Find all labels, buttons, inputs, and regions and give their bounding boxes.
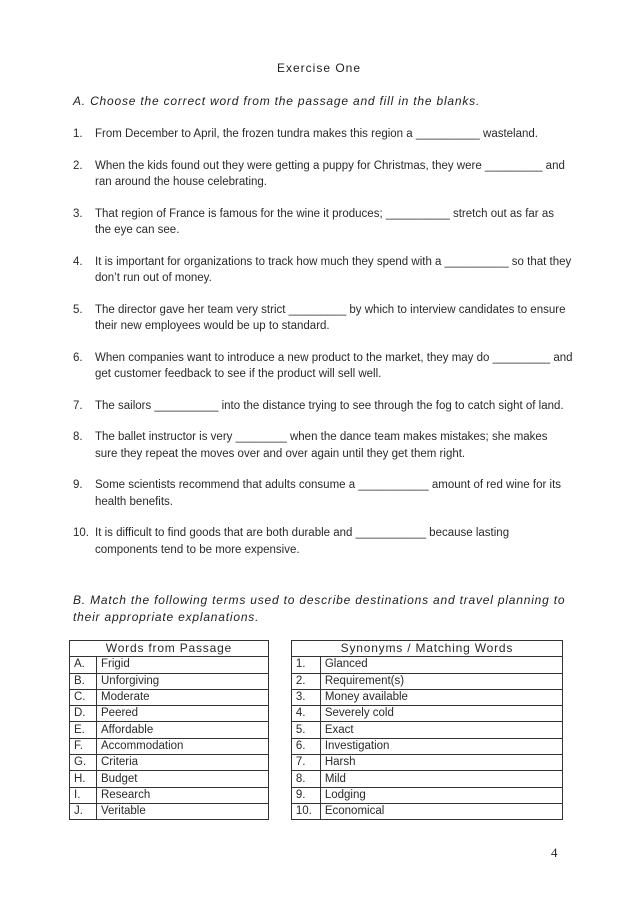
row-number: 1. <box>291 657 320 673</box>
row-synonym: Requirement(s) <box>320 673 562 689</box>
column-gap <box>268 673 291 689</box>
row-word: Accommodation <box>97 738 269 754</box>
column-gap <box>268 722 291 738</box>
row-word: Frigid <box>97 657 269 673</box>
question-number: 9. <box>73 479 83 491</box>
row-synonym: Exact <box>320 722 562 738</box>
question-text: When the kids found out they were getting a puppy for Christmas, they were _________ and ran around the house celebrating. <box>95 159 565 188</box>
matching-table <box>69 640 563 820</box>
table-row <box>70 787 563 803</box>
question-item <box>73 429 573 462</box>
question-text: It is important for organizations to track how much they spend with a __________ so that they don’t run out of money. <box>95 255 572 284</box>
row-word: Peered <box>97 706 269 722</box>
question-item <box>73 302 573 335</box>
question-item <box>73 206 573 239</box>
row-synonym: Harsh <box>320 755 562 771</box>
question-number: 2. <box>73 159 83 172</box>
column-gap <box>268 787 291 803</box>
row-synonym: Lodging <box>320 787 562 803</box>
row-number: 2. <box>291 673 320 689</box>
row-synonym: Severely cold <box>320 706 562 722</box>
question-text: The director gave her team very strict _________ by which to interview candidates to ensure their new employees would be up to standard. <box>95 303 566 332</box>
row-word: Budget <box>97 771 269 787</box>
question-item <box>73 126 573 143</box>
column-gap <box>268 689 291 705</box>
page-title: Exercise One <box>276 61 362 75</box>
question-text: That region of France is famous for the wine it produces; __________ stretch out as far as the eye can see. <box>95 207 554 236</box>
row-number: 6. <box>291 738 320 754</box>
row-letter: D. <box>70 706 97 722</box>
row-letter: E. <box>70 722 97 738</box>
table-row <box>70 722 563 738</box>
column-gap <box>268 706 291 722</box>
question-number: 4. <box>73 255 83 268</box>
column-gap <box>268 738 291 754</box>
question-number: 5. <box>73 303 83 316</box>
question-number: 3. <box>73 207 83 220</box>
question-number: 10. <box>73 527 89 539</box>
row-synonym: Investigation <box>320 738 562 754</box>
row-word: Moderate <box>97 689 269 705</box>
question-number: 8. <box>73 431 83 443</box>
row-number: 3. <box>291 689 320 705</box>
column-header-synonyms: Synonyms / Matching Words <box>291 641 562 657</box>
question-item <box>73 525 573 558</box>
page-number: 4 <box>551 845 558 860</box>
question-text: The sailors __________ into the distance trying to see through the fog to catch sight of land. <box>95 399 564 412</box>
question-item <box>73 158 573 191</box>
table-header-row <box>70 641 563 657</box>
row-synonym: Mild <box>320 771 562 787</box>
row-letter: B. <box>70 673 97 689</box>
row-number: 10. <box>291 803 320 819</box>
question-item <box>73 398 573 415</box>
table-row <box>70 738 563 754</box>
row-letter: H. <box>70 771 97 787</box>
question-number: 7. <box>73 399 83 412</box>
question-item <box>73 254 573 287</box>
column-gap <box>268 641 291 657</box>
table-row <box>70 755 563 771</box>
section-b-heading: B. Match the following terms used to describe destinations and travel planning to their appropriate explanations. <box>73 593 566 624</box>
column-gap <box>268 755 291 771</box>
table-body <box>70 657 563 820</box>
row-word: Veritable <box>97 803 269 819</box>
column-gap <box>268 803 291 819</box>
row-number: 4. <box>291 706 320 722</box>
row-letter: J. <box>70 803 97 819</box>
column-gap <box>268 657 291 673</box>
table-row <box>70 673 563 689</box>
row-number: 8. <box>291 771 320 787</box>
column-gap <box>268 771 291 787</box>
row-number: 7. <box>291 755 320 771</box>
row-synonym: Glanced <box>320 657 562 673</box>
row-number: 9. <box>291 787 320 803</box>
row-word: Research <box>97 787 269 803</box>
table-row <box>70 657 563 673</box>
row-letter: G. <box>70 755 97 771</box>
question-text: Some scientists recommend that adults consume a ___________ amount of red wine for its health benefits. <box>95 479 562 508</box>
question-number: 1. <box>73 128 83 140</box>
row-letter: A. <box>70 657 97 673</box>
question-list <box>73 126 573 573</box>
table-row <box>70 689 563 705</box>
row-word: Criteria <box>97 755 269 771</box>
row-word: Unforgiving <box>97 673 269 689</box>
row-synonym: Economical <box>320 803 562 819</box>
question-text: When companies want to introduce a new product to the market, they may do _________ and get customer feedback to see if the product will sell well. <box>95 351 573 380</box>
table-row <box>70 706 563 722</box>
question-text: The ballet instructor is very ________ when the dance team makes mistakes; she makes sure they repeat the moves over and over again until they get them right. <box>95 431 548 460</box>
table-row <box>70 803 563 819</box>
row-word: Affordable <box>97 722 269 738</box>
question-text: From December to April, the frozen tundra makes this region a __________ wasteland. <box>95 128 538 140</box>
row-letter: C. <box>70 689 97 705</box>
question-item <box>73 477 573 510</box>
table-row <box>70 771 563 787</box>
question-item <box>73 350 573 383</box>
row-number: 5. <box>291 722 320 738</box>
row-letter: F. <box>70 738 97 754</box>
row-letter: I. <box>70 787 97 803</box>
row-synonym: Money available <box>320 689 562 705</box>
question-text: It is difficult to find goods that are both durable and ___________ because lasting components tend to be more expensive. <box>95 527 510 556</box>
question-number: 6. <box>73 351 83 364</box>
section-a-heading: A. Choose the correct word from the passage and fill in the blanks. <box>73 94 481 108</box>
column-header-words: Words from Passage <box>70 641 269 657</box>
